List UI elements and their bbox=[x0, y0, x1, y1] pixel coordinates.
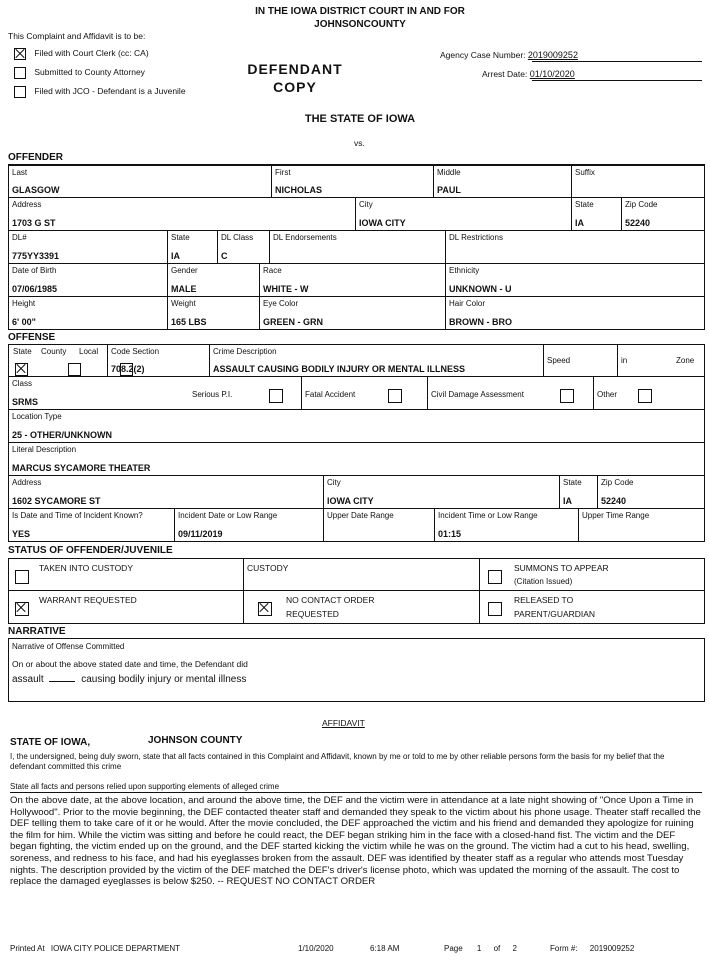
value: IA bbox=[575, 218, 584, 228]
field-offense-city[interactable] bbox=[323, 476, 559, 508]
field-incident-date[interactable] bbox=[174, 509, 323, 541]
option-serious-pi bbox=[189, 377, 301, 409]
page-number: 1 bbox=[476, 944, 482, 953]
option-warrant-requested bbox=[9, 591, 243, 623]
field-offense-address[interactable] bbox=[9, 476, 323, 508]
value: 52240 bbox=[625, 218, 651, 228]
field-dl-state[interactable] bbox=[167, 231, 217, 263]
offender-section-title: OFFENDER bbox=[8, 152, 63, 163]
option-taken-into-custody bbox=[9, 559, 243, 590]
stamp-line-1: DEFENDANT bbox=[247, 61, 343, 77]
checkbox-county-attorney[interactable] bbox=[14, 67, 26, 79]
label: DL Class bbox=[221, 233, 254, 242]
field-weight[interactable] bbox=[167, 297, 259, 329]
of-label: of bbox=[493, 944, 501, 953]
filing-option-jco[interactable] bbox=[14, 86, 186, 98]
label: Last bbox=[12, 168, 28, 177]
value: 1703 G ST bbox=[12, 218, 56, 228]
printed-at-label: Printed At bbox=[10, 944, 45, 953]
offense-row-location-type bbox=[8, 409, 705, 443]
label: WARRANT REQUESTED bbox=[39, 595, 137, 605]
label: Class bbox=[12, 379, 33, 388]
checkbox-released[interactable] bbox=[488, 602, 502, 616]
field-zone[interactable] bbox=[617, 345, 706, 376]
label: Is Date and Time of Incident Known? bbox=[12, 511, 143, 520]
field-suffix[interactable] bbox=[571, 166, 706, 197]
label: Zip Code bbox=[625, 200, 658, 209]
value: C bbox=[221, 251, 228, 261]
field-address[interactable] bbox=[9, 198, 355, 230]
field-zip[interactable] bbox=[621, 198, 706, 230]
field-upper-date[interactable] bbox=[323, 509, 434, 541]
checkbox-warrant-requested[interactable] bbox=[15, 602, 29, 616]
offense-row-datetime bbox=[8, 508, 705, 542]
value: 6' 00" bbox=[12, 317, 36, 327]
field-location-type[interactable] bbox=[9, 410, 706, 442]
label: NO CONTACT ORDER bbox=[286, 595, 375, 605]
agency-case-value: 2019009252 bbox=[527, 50, 578, 60]
label: First bbox=[275, 168, 291, 177]
label: State bbox=[171, 233, 190, 242]
label: Incident Date or Low Range bbox=[178, 511, 278, 520]
printed-at-value: IOWA CITY POLICE DEPARTMENT bbox=[50, 944, 180, 953]
checkbox-court-clerk[interactable] bbox=[14, 48, 26, 60]
filing-option-court-clerk[interactable] bbox=[14, 48, 149, 60]
label: DL# bbox=[12, 233, 27, 242]
field-incident-time[interactable] bbox=[434, 509, 578, 541]
checkbox-no-contact-order[interactable] bbox=[258, 602, 272, 616]
field-speed[interactable] bbox=[543, 345, 617, 376]
field-race[interactable] bbox=[259, 264, 445, 296]
checkbox-taken-into-custody[interactable] bbox=[15, 570, 29, 584]
arrest-date-label: Arrest Date: bbox=[482, 69, 528, 79]
field-gender[interactable] bbox=[167, 264, 259, 296]
defendant-copy-stamp bbox=[240, 60, 350, 96]
footer-printed-at bbox=[10, 944, 180, 953]
field-offense-state[interactable] bbox=[559, 476, 597, 508]
footer-time: 6:18 AM bbox=[370, 944, 400, 953]
field-state[interactable] bbox=[571, 198, 621, 230]
value: GREEN - GRN bbox=[263, 317, 324, 327]
label: RELEASED TO bbox=[514, 595, 574, 605]
value: MALE bbox=[171, 284, 197, 294]
value: 01:15 bbox=[438, 529, 462, 539]
footer-date: 1/10/2020 bbox=[298, 944, 334, 953]
offense-row-class bbox=[8, 376, 705, 410]
label-county: County bbox=[41, 347, 67, 356]
label: Ethnicity bbox=[449, 266, 480, 275]
field-ethnicity[interactable] bbox=[445, 264, 706, 296]
label: Hair Color bbox=[449, 299, 486, 308]
checkbox-civil-damage[interactable] bbox=[560, 389, 574, 403]
footer-form bbox=[550, 944, 634, 953]
versus: vs. bbox=[354, 138, 365, 148]
stamp-line-2: COPY bbox=[273, 79, 317, 95]
label: Zip Code bbox=[601, 478, 634, 487]
filing-option-label: Filed with Court Clerk (cc: CA) bbox=[34, 48, 149, 59]
option-summons bbox=[479, 559, 706, 590]
narrative-offense bbox=[12, 674, 246, 685]
label: Address bbox=[12, 478, 42, 487]
narrative-label: Narrative of Offense Committed bbox=[12, 642, 125, 651]
agency-case-number bbox=[440, 50, 578, 60]
value: 708.2(2) bbox=[111, 364, 145, 374]
affidavit-state: STATE OF IOWA, bbox=[10, 737, 91, 748]
label: City bbox=[359, 200, 373, 209]
value: UNKNOWN - U bbox=[449, 284, 512, 294]
field-dl-restrictions[interactable] bbox=[445, 231, 706, 263]
field-dl-class[interactable] bbox=[217, 231, 269, 263]
field-custody[interactable] bbox=[243, 559, 479, 590]
form-label: Form #: bbox=[550, 944, 578, 953]
label: Suffix bbox=[575, 168, 595, 177]
filing-option-county-attorney[interactable] bbox=[14, 67, 145, 79]
state-title: THE STATE OF IOWA bbox=[304, 113, 416, 125]
checkbox-fatal-accident[interactable] bbox=[388, 389, 402, 403]
checkbox-jco[interactable] bbox=[14, 86, 26, 98]
field-upper-time[interactable] bbox=[578, 509, 706, 541]
label: DL Restrictions bbox=[449, 233, 503, 242]
label: SUMMONS TO APPEAR bbox=[514, 563, 609, 573]
value: NICHOLAS bbox=[275, 185, 322, 195]
label-2: REQUESTED bbox=[286, 609, 339, 619]
label: CUSTODY bbox=[247, 563, 289, 573]
value: 775YY3391 bbox=[12, 251, 60, 261]
complaint-label: This Complaint and Affidavit is to be: bbox=[8, 31, 146, 41]
field-hair-color[interactable] bbox=[445, 297, 706, 329]
option-fatal-accident bbox=[301, 377, 427, 409]
court-heading bbox=[200, 6, 520, 30]
label: Upper Date Range bbox=[327, 511, 394, 520]
label: Literal Description bbox=[12, 445, 77, 454]
field-city[interactable] bbox=[355, 198, 571, 230]
value: WHITE - W bbox=[263, 284, 309, 294]
value: 1602 SYCAMORE ST bbox=[12, 496, 101, 506]
offense-row-address bbox=[8, 475, 705, 509]
court-line-1: IN THE IOWA DISTRICT COURT IN AND FOR bbox=[255, 6, 465, 17]
offense-section-title: OFFENSE bbox=[8, 332, 56, 343]
value: BROWN - BRO bbox=[449, 317, 512, 327]
checkbox-county[interactable] bbox=[68, 363, 81, 376]
field-crime-description[interactable] bbox=[209, 345, 543, 376]
page-total: 2 bbox=[512, 944, 517, 953]
field-class[interactable] bbox=[9, 377, 189, 409]
affidavit-title: AFFIDAVIT bbox=[322, 718, 365, 728]
field-literal-description[interactable] bbox=[9, 443, 706, 475]
checkbox-serious-pi[interactable] bbox=[269, 389, 283, 403]
label-state: State bbox=[13, 347, 32, 356]
affidavit-county: JOHNSON COUNTY bbox=[148, 735, 243, 746]
offender-row-physical bbox=[8, 296, 705, 330]
option-released bbox=[479, 591, 706, 623]
arrest-date-value: 01/10/2020 bbox=[529, 69, 575, 79]
label: TAKEN INTO CUSTODY bbox=[39, 563, 133, 573]
label: Gender bbox=[171, 266, 198, 275]
facts-label: State all facts and persons relied upon supporting elements of alleged crime bbox=[10, 782, 280, 791]
affidavit-oath: I, the undersigned, being duly sworn, state that all facts contained in this Complaint and Affidavit, known by me or told to me by other reliable persons form the basis for my belief that the defendant committed this crime bbox=[10, 752, 665, 771]
offense-row-code bbox=[8, 344, 705, 377]
value: MARCUS SYCAMORE THEATER bbox=[12, 463, 151, 473]
label: Other bbox=[597, 390, 618, 399]
page-label: Page bbox=[444, 944, 463, 953]
form-number: 2019009252 bbox=[589, 944, 635, 953]
label: Fatal Accident bbox=[305, 390, 356, 399]
label: Height bbox=[12, 299, 36, 308]
label-in: in bbox=[621, 356, 628, 365]
field-dl-endorsements[interactable] bbox=[269, 231, 445, 263]
label: Race bbox=[263, 266, 282, 275]
narrative-rest: causing bodily injury or mental illness bbox=[81, 674, 247, 685]
footer-page bbox=[444, 944, 517, 953]
label: State bbox=[575, 200, 594, 209]
value: YES bbox=[12, 529, 31, 539]
offender-row-license bbox=[8, 230, 705, 264]
status-row-2 bbox=[8, 590, 705, 624]
affidavit-facts: On the above date, at the above location, and around the above time, the DEF and the victim were in attendance at a late night showing of "Once Upon a Time in Hollywood". Prior to the movie beginning, the DEF contacted theater staff and demanded they speak to the victim about his phone usage. Theater staff recalled the DEF telling them to take care of it or he would. After the movie concluded, the DEF approached the victim and his friend and demanded they apologize for ruining the film for him. While the victim was sitting and before he could react, the DEF began striking him in the face with a closed-hand fist. The victim and the DEF began fighting, the victim ended up on the ground, and the DEF started kicking the victim while he was on the ground. The victim had a cut to his head, swelling, soreness, and redness to his face, and had his eyeglasses broken from the assault. DEF was identified by theater staff as a regular who attends most Tuesday nights. The description provided by the victim of the DEF matched the DEF's driver's license photo, which was updated the morning of the assault. The cost to replace the damaged eyeglasses is below $250. -- REQUEST NO CONTACT ORDER bbox=[10, 795, 701, 888]
label-2: PARENT/GUARDIAN bbox=[514, 609, 596, 619]
value: IA bbox=[171, 251, 180, 261]
value: ASSAULT CAUSING BODILY INJURY OR MENTAL ILLNESS bbox=[213, 364, 466, 374]
field-dl-number[interactable] bbox=[9, 231, 167, 263]
court-line-2: JOHNSONCOUNTY bbox=[314, 19, 406, 30]
label-zone: Zone bbox=[676, 356, 695, 365]
offender-row-demographics bbox=[8, 263, 705, 297]
label: Crime Description bbox=[213, 347, 277, 356]
label: DL Endorsements bbox=[273, 233, 337, 242]
field-dob[interactable] bbox=[9, 264, 167, 296]
checkbox-state[interactable] bbox=[15, 363, 28, 376]
label: Civil Damage Assessment bbox=[431, 390, 524, 399]
offense-row-literal bbox=[8, 442, 705, 476]
narrative-intro: On or about the above stated date and time, the Defendant did bbox=[12, 659, 248, 669]
value: 09/11/2019 bbox=[178, 529, 223, 539]
label: Speed bbox=[547, 356, 571, 365]
label: Eye Color bbox=[263, 299, 299, 308]
label: Location Type bbox=[12, 412, 62, 421]
filing-option-label: Submitted to County Attorney bbox=[34, 67, 145, 78]
option-civil-damage bbox=[427, 377, 593, 409]
field-offense-zip[interactable] bbox=[597, 476, 706, 508]
agency-case-label: Agency Case Number: bbox=[440, 50, 526, 60]
label-local: Local bbox=[79, 347, 99, 356]
narrative-box[interactable] bbox=[8, 638, 705, 702]
value: IOWA CITY bbox=[359, 218, 406, 228]
value: IA bbox=[563, 496, 572, 506]
narrative-word: assault bbox=[12, 674, 44, 685]
label: Upper Time Range bbox=[582, 511, 650, 520]
status-section-title: STATUS OF OFFENDER/JUVENILE bbox=[8, 545, 173, 556]
field-date-known[interactable] bbox=[9, 509, 174, 541]
field-eye-color[interactable] bbox=[259, 297, 445, 329]
filing-option-label: Filed with JCO - Defendant is a Juvenile bbox=[34, 86, 186, 97]
option-other bbox=[593, 377, 706, 409]
field-code-section[interactable] bbox=[107, 345, 209, 376]
value: 25 - OTHER/UNKNOWN bbox=[12, 430, 113, 440]
offender-row-address bbox=[8, 197, 705, 231]
label: Code Section bbox=[111, 347, 160, 356]
checkbox-summons[interactable] bbox=[488, 570, 502, 584]
jurisdiction-checkboxes bbox=[9, 345, 107, 376]
value: PAUL bbox=[437, 185, 461, 195]
label: Address bbox=[12, 200, 42, 209]
value: 52240 bbox=[601, 496, 627, 506]
status-row-1 bbox=[8, 558, 705, 591]
label: Middle bbox=[437, 168, 461, 177]
value: GLASGOW bbox=[12, 185, 60, 195]
offender-row-name bbox=[8, 165, 705, 198]
field-last-name[interactable] bbox=[9, 166, 271, 197]
checkbox-other[interactable] bbox=[638, 389, 652, 403]
value: 165 LBS bbox=[171, 317, 207, 327]
label: Serious P.I. bbox=[192, 390, 233, 399]
label: State bbox=[563, 478, 582, 487]
label: Date of Birth bbox=[12, 266, 57, 275]
label: Weight bbox=[171, 299, 196, 308]
field-middle-name[interactable] bbox=[433, 166, 571, 197]
narrative-section-title: NARRATIVE bbox=[8, 626, 66, 637]
field-first-name[interactable] bbox=[271, 166, 433, 197]
value: IOWA CITY bbox=[327, 496, 374, 506]
field-height[interactable] bbox=[9, 297, 167, 329]
value: SRMS bbox=[12, 397, 39, 407]
label: Incident Time or Low Range bbox=[438, 511, 538, 520]
label-citation: (Citation Issued) bbox=[514, 577, 573, 586]
label: City bbox=[327, 478, 341, 487]
option-no-contact-order bbox=[243, 591, 479, 623]
arrest-date bbox=[482, 69, 575, 79]
value: 07/06/1985 bbox=[12, 284, 58, 294]
